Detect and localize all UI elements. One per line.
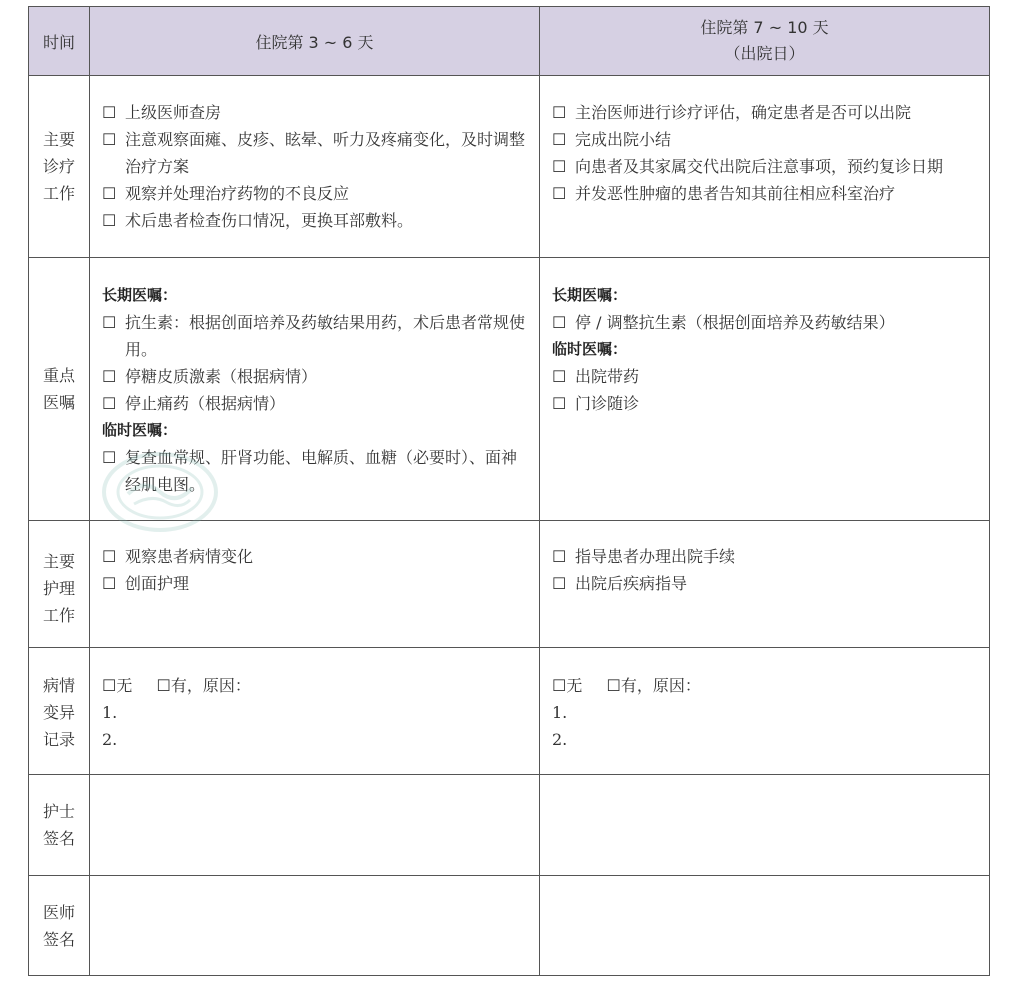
nursing-row-label-cell: [29, 521, 90, 648]
header-col1-cell: [90, 7, 540, 76]
list-item: ☐ 主治医师进行诊疗评估，确定患者是否可以出院: [552, 99, 977, 126]
checkbox-icon[interactable]: ☐: [102, 448, 117, 467]
checkbox-icon[interactable]: ☐: [552, 184, 567, 203]
variation-none-checkbox[interactable]: ☐无: [552, 676, 583, 695]
variation-yes-checkbox[interactable]: ☐有，原因：: [156, 676, 251, 695]
header-time-label: 时间: [42, 32, 75, 52]
temporary-orders-title: 临时医嘱：: [552, 340, 628, 358]
clinical-pathway-table: [28, 6, 990, 976]
doctor-sign-label: 医师签名: [42, 902, 75, 949]
treatment-row-label-cell: [29, 76, 90, 258]
header-col1-label: 住院第 3 ~ 6 天: [255, 32, 374, 52]
variation-row-label: 病情变异记录: [42, 676, 75, 749]
list-item: ☐ 出院后疾病指导: [552, 570, 977, 597]
list-item: ☐ 向患者及其家属交代出院后注意事项，预约复诊日期: [552, 153, 977, 180]
list-item: ☐ 上级医师查房: [102, 99, 527, 126]
doctor-sign-label-cell: [29, 876, 90, 976]
treatment-col1-cell: [90, 76, 540, 258]
checkbox-icon[interactable]: ☐: [102, 394, 117, 413]
nurse-sign-col2-field[interactable]: [540, 775, 990, 876]
long-term-orders-title: 长期医嘱：: [102, 286, 178, 304]
checkbox-icon[interactable]: ☐: [102, 547, 117, 566]
variation-col2-cell: [540, 648, 990, 775]
list-item: ☐ 观察患者病情变化: [102, 543, 527, 570]
checkbox-icon[interactable]: ☐: [102, 130, 117, 149]
checkbox-icon[interactable]: ☐: [552, 130, 567, 149]
header-col2-sublabel: （出院日）: [724, 44, 805, 63]
orders-row: [29, 258, 990, 521]
nurse-sign-col1-field[interactable]: [90, 775, 540, 876]
variation-row-label-cell: [29, 648, 90, 775]
checkbox-icon[interactable]: ☐: [552, 394, 567, 413]
doctor-sign-row: [29, 876, 990, 976]
checkbox-icon[interactable]: ☐: [552, 157, 567, 176]
checkbox-icon[interactable]: ☐: [552, 574, 567, 593]
long-term-orders-title: 长期医嘱：: [552, 286, 628, 304]
variation-none-checkbox[interactable]: ☐无: [102, 676, 133, 695]
checkbox-icon[interactable]: ☐: [552, 313, 567, 332]
treatment-col2-cell: [540, 76, 990, 258]
nursing-col2-cell: [540, 521, 990, 648]
nurse-sign-label-cell: [29, 775, 90, 876]
list-item: ☐ 并发恶性肿瘤的患者告知其前往相应科室治疗: [552, 180, 977, 207]
checkbox-icon[interactable]: ☐: [102, 574, 117, 593]
checkbox-icon[interactable]: ☐: [102, 313, 117, 332]
list-item: ☐ 指导患者办理出院手续: [552, 543, 977, 570]
header-col2-cell: [540, 7, 990, 76]
list-item: ☐ 门诊随诊: [552, 390, 977, 417]
nursing-col1-cell: [90, 521, 540, 648]
list-item: ☐ 复查血常规、肝肾功能、电解质、血糖（必要时）、面神经肌电图。: [102, 444, 527, 498]
checkbox-icon[interactable]: ☐: [552, 547, 567, 566]
list-item: ☐ 抗生素：根据创面培养及药敏结果用药，术后患者常规使用。: [102, 309, 527, 363]
checkbox-icon[interactable]: ☐: [102, 367, 117, 386]
treatment-row: [29, 76, 990, 258]
orders-col1-cell: [90, 258, 540, 521]
list-item: ☐ 出院带药: [552, 363, 977, 390]
checkbox-icon[interactable]: ☐: [102, 103, 117, 122]
variation-row: [29, 648, 990, 775]
variation-item-1: 1.: [102, 703, 118, 722]
orders-col2-cell: [540, 258, 990, 521]
list-item: ☐ 术后患者检查伤口情况，更换耳部敷料。: [102, 207, 527, 234]
header-col2-label: 住院第 7 ~ 10 天: [700, 18, 829, 37]
variation-yes-checkbox[interactable]: ☐有，原因：: [606, 676, 701, 695]
doctor-sign-col1-field[interactable]: [90, 876, 540, 976]
list-item: ☐ 观察并处理治疗药物的不良反应: [102, 180, 527, 207]
nurse-sign-label: 护士签名: [42, 802, 75, 848]
list-item: ☐ 停 / 调整抗生素（根据创面培养及药敏结果）: [552, 309, 977, 336]
checkbox-icon[interactable]: ☐: [552, 367, 567, 386]
variation-item-2: 2.: [552, 730, 568, 749]
treatment-row-label: 主要诊疗工作: [42, 130, 75, 203]
list-item: ☐ 注意观察面瘫、皮疹、眩晕、听力及疼痛变化，及时调整治疗方案: [102, 126, 527, 180]
variation-item-2: 2.: [102, 730, 118, 749]
list-item: ☐ 停糖皮质激素（根据病情）: [102, 363, 527, 390]
list-item: ☐ 创面护理: [102, 570, 527, 597]
doctor-sign-col2-field[interactable]: [540, 876, 990, 976]
checkbox-icon[interactable]: ☐: [552, 103, 567, 122]
orders-row-label: 重点医嘱: [42, 366, 75, 412]
variation-item-1: 1.: [552, 703, 568, 722]
header-time-cell: [29, 7, 90, 76]
orders-row-label-cell: [29, 258, 90, 521]
list-item: ☐ 停止痛药（根据病情）: [102, 390, 527, 417]
list-item: ☐ 完成出院小结: [552, 126, 977, 153]
checkbox-icon[interactable]: ☐: [102, 184, 117, 203]
checkbox-icon[interactable]: ☐: [102, 211, 117, 230]
nursing-row-label: 主要护理工作: [42, 552, 75, 625]
variation-col1-cell: [90, 648, 540, 775]
header-row: [29, 7, 990, 76]
temporary-orders-title: 临时医嘱：: [102, 421, 178, 439]
nurse-sign-row: [29, 775, 990, 876]
nursing-row: [29, 521, 990, 648]
